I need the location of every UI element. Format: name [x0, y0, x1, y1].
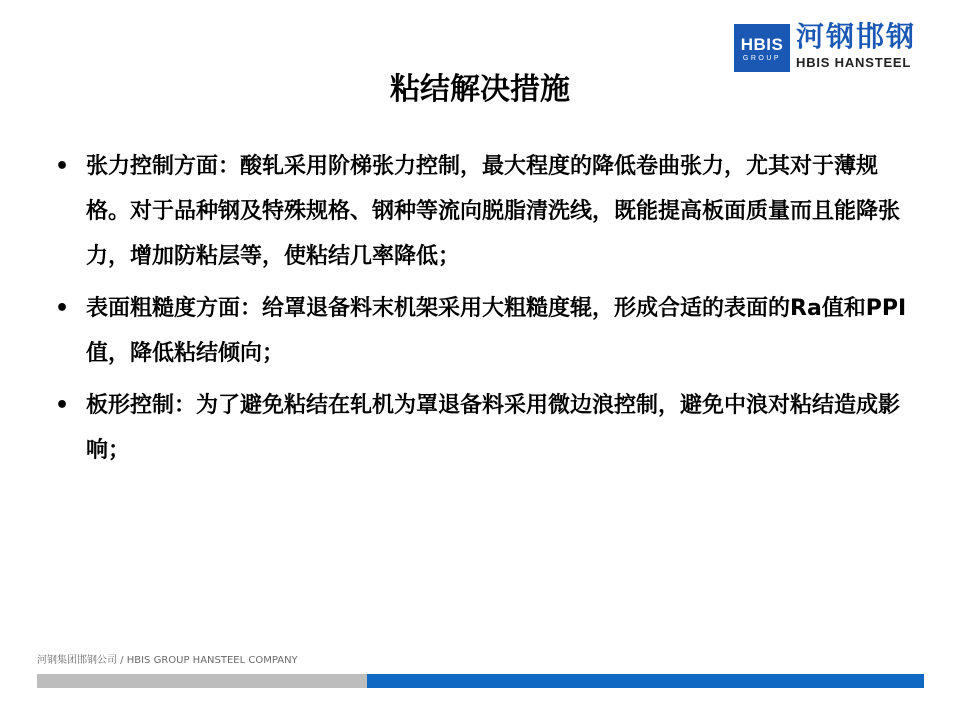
slide-title: 粘结解决措施	[390, 72, 570, 107]
bullet-list	[40, 144, 920, 480]
bullet-text: 张力控制方面：酸轧采用阶梯张力控制，最大程度的降低卷曲张力，尤其对于薄规格。对于品种钢及特殊规格、钢种等流向脱脂清洗线，既能提高板面质量而且能降张力，增加防粘层等，使粘结几率降低；	[86, 154, 901, 269]
logo-mark-text: HBIS	[740, 35, 784, 54]
bullet-icon: •	[54, 296, 70, 321]
bullet-text: 板形控制：为了避免粘结在轧机为罩退备料采用微边浪控制，避免中浪对粘结造成影响；	[86, 393, 901, 463]
footer-blue-bar	[367, 674, 924, 688]
hbis-logo-mark	[734, 24, 790, 72]
bullet-item	[40, 383, 920, 473]
footer-company-text: 河钢集团邯钢公司 / HBIS GROUP HANSTEEL COMPANY	[37, 655, 298, 666]
company-logo	[734, 22, 924, 74]
bullet-icon: •	[54, 154, 70, 179]
logo-english-name: HBIS HANSTEEL	[796, 55, 912, 70]
logo-chinese-name: 河钢邯钢	[796, 20, 917, 53]
logo-mark-subtext: GROUP	[742, 55, 782, 62]
footer-gray-bar	[37, 674, 367, 688]
bullet-item	[40, 144, 920, 279]
bullet-text: 表面粗糙度方面：给罩退备料末机架采用大粗糙度辊，形成合适的表面的Ra值和PPI值，降低粘结倾向；	[86, 296, 907, 366]
bullet-item	[40, 286, 920, 376]
bullet-icon: •	[54, 393, 70, 418]
